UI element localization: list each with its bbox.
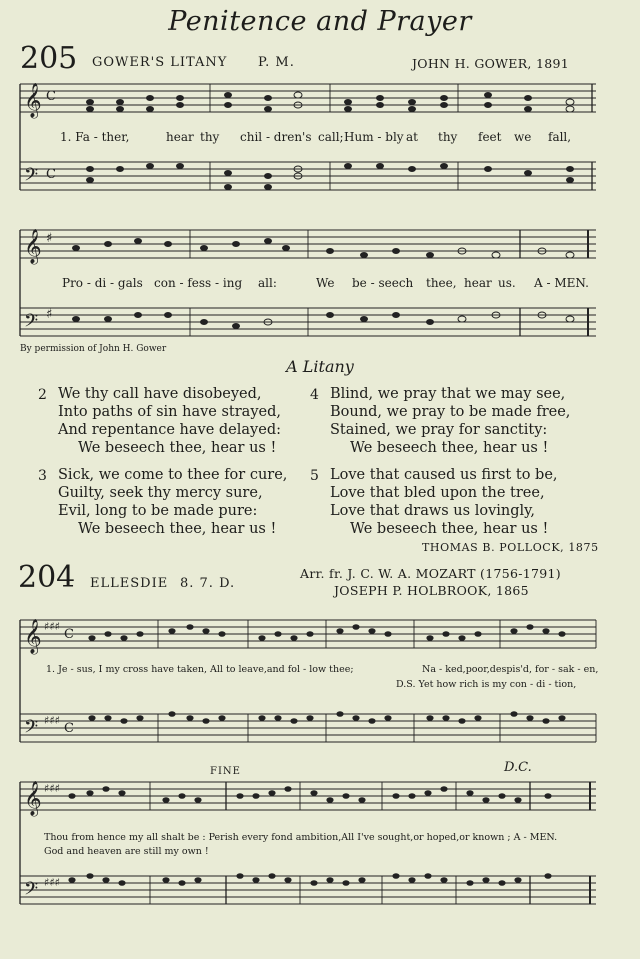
svg-text:𝄞: 𝄞 (24, 619, 42, 654)
hymn-204-meter: 8. 7. D. (180, 576, 236, 591)
svg-text:𝄞: 𝄞 (24, 781, 42, 816)
svg-text:♯: ♯ (46, 307, 53, 322)
svg-text:C: C (46, 89, 56, 104)
svg-text:𝄞: 𝄞 (24, 83, 42, 118)
hymn-204-lyrics-line-1a: 1. Je - sus, I my cross have taken, All to leave,and fol - low thee; (46, 664, 354, 675)
hymn-204-tune: ELLESDIE (90, 576, 169, 591)
hymn-204-fine-mark: FINE (210, 766, 241, 777)
hymn-204-dc-mark: D.C. (504, 760, 532, 775)
hymn-205-author: THOMAS B. POLLOCK, 1875 (422, 541, 599, 554)
svg-text:♯♯♯: ♯♯♯ (44, 876, 60, 889)
hymn-205-meter: P. M. (258, 55, 295, 70)
hymn-204-lyrics-line-1c: D.S. Yet how rich is my con - di - tion, (396, 679, 577, 690)
section-title: Penitence and Prayer (168, 6, 472, 37)
svg-text:𝄢: 𝄢 (24, 717, 39, 742)
svg-text:𝄢: 𝄢 (24, 879, 39, 904)
svg-text:𝄞: 𝄞 (24, 229, 42, 264)
svg-text:C: C (64, 627, 74, 642)
svg-text:𝄢: 𝄢 (24, 311, 39, 336)
hymn-205-composer: JOHN H. GOWER, 1891 (412, 56, 569, 71)
svg-text:♯♯♯: ♯♯♯ (44, 782, 60, 795)
svg-text:♯: ♯ (46, 231, 53, 246)
svg-text:♯♯♯: ♯♯♯ (44, 620, 60, 633)
hymn-204-lyrics-line-2b: God and heaven are still my own ! (44, 846, 209, 857)
hymn-204-lyrics-line-2a: Thou from hence my all shalt be : Perish every fond ambition,All I've sought,or hoped,or known ; A - MEN. (44, 832, 558, 843)
hymn-205-system-1 (0, 80, 640, 220)
hymn-205-number: 205 (20, 41, 78, 76)
hymn-204-composer: JOSEPH P. HOLBROOK, 1865 (334, 583, 529, 598)
svg-text:C: C (64, 721, 74, 736)
hymn-204-arranger: Arr. fr. J. C. W. A. MOZART (1756-1791) (300, 566, 561, 581)
hymn-205-subtitle: A Litany (286, 357, 354, 376)
hymn-204-lyrics-line-1b: Na - ked,poor,despis'd, for - sak - en, (422, 664, 599, 675)
hymn-205-tune: GOWER'S LITANY (92, 55, 228, 70)
svg-text:C: C (46, 167, 56, 182)
hymn-204-number: 204 (18, 560, 76, 595)
hymn-205-permission: By permission of John H. Gower (20, 344, 167, 354)
svg-text:𝄢: 𝄢 (24, 165, 39, 190)
svg-text:♯♯♯: ♯♯♯ (44, 714, 60, 727)
